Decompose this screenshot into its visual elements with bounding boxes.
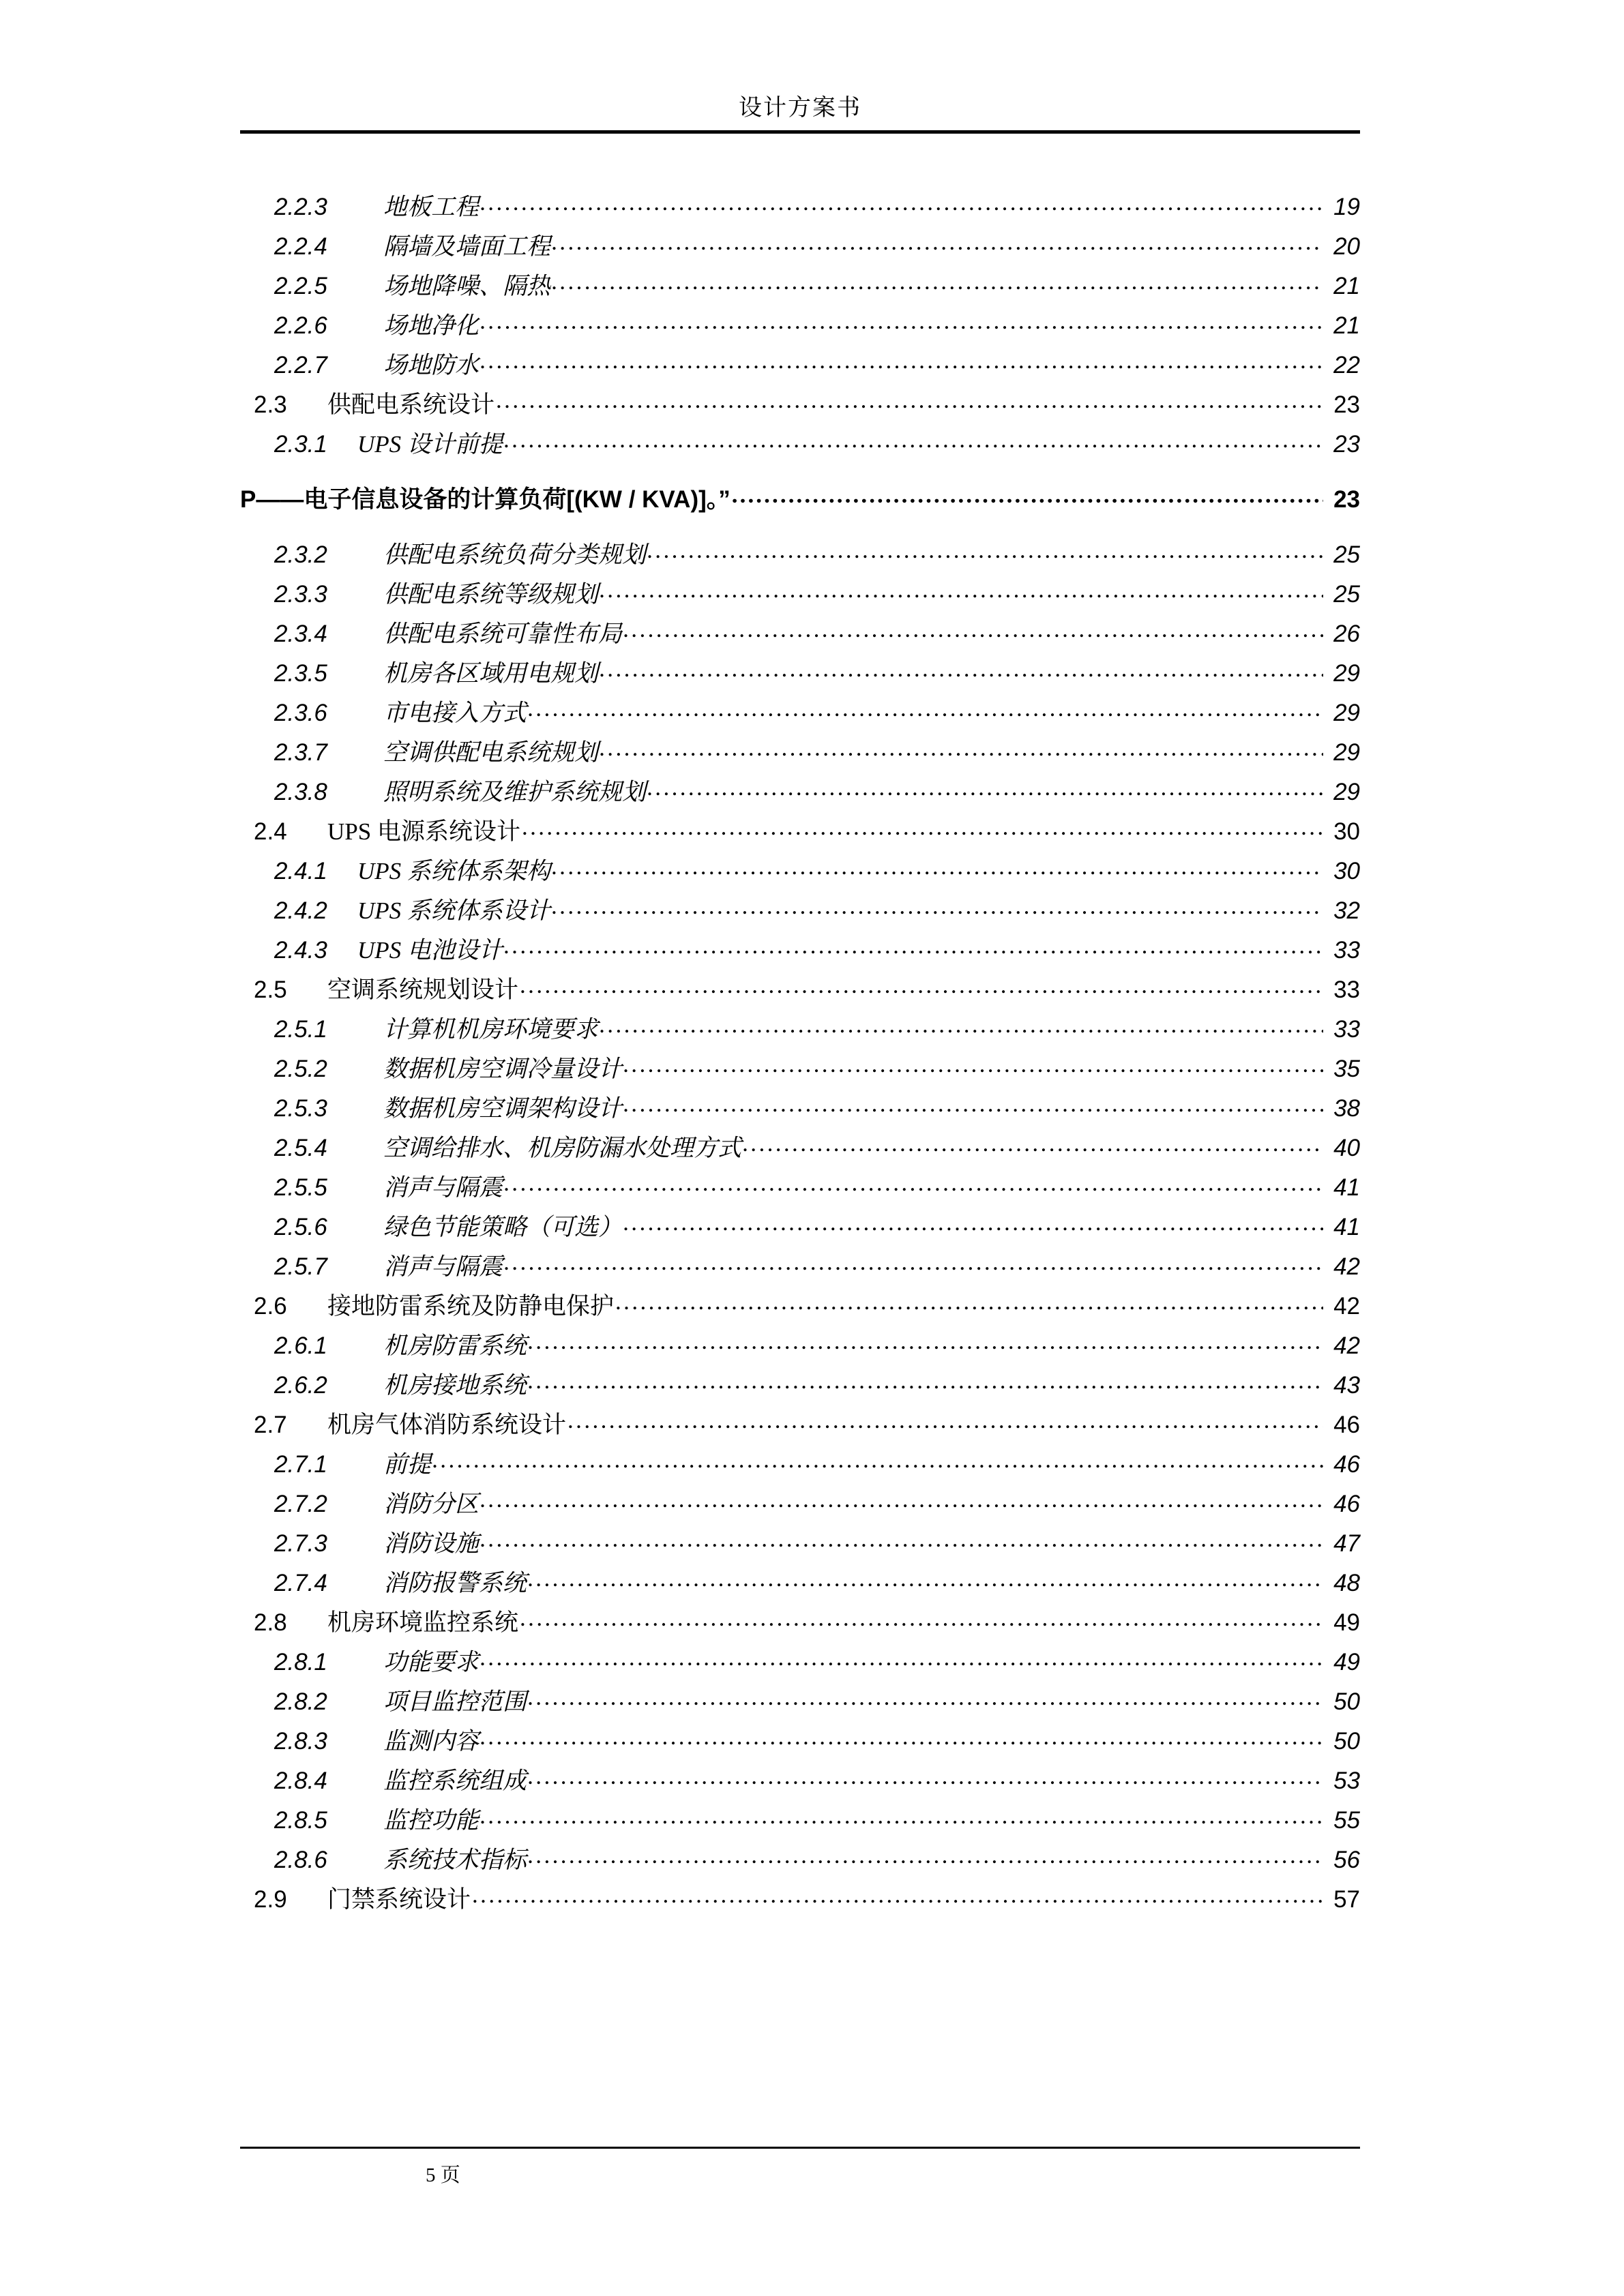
toc-leader-dots <box>520 1607 1323 1630</box>
toc-entry-number: 2.4.1 <box>274 858 327 884</box>
toc-entry-number: 2.4 <box>254 818 287 845</box>
toc-entry-number: 2.2.5 <box>274 273 327 299</box>
toc-leader-dots <box>504 1251 1323 1274</box>
toc-entry[interactable] <box>240 230 1360 258</box>
toc-entry[interactable] <box>240 270 1360 298</box>
toc-entry-title: 机房接地系统 <box>383 1372 527 1399</box>
toc-leader-dots <box>567 1409 1323 1433</box>
toc-entry[interactable] <box>240 1132 1360 1160</box>
toc-entry-number: 2.3.1 <box>274 431 327 458</box>
toc-entry-page-number: 41 <box>1333 1174 1360 1201</box>
toc-entry-page-number: 47 <box>1333 1530 1360 1557</box>
toc-entry-number: 2.5.2 <box>274 1056 327 1082</box>
toc-entry-title: 监控功能 <box>383 1807 479 1834</box>
page-header <box>240 95 1360 134</box>
toc-leader-dots <box>732 483 1323 507</box>
toc-entry-number: 2.3.3 <box>274 581 327 608</box>
toc-entry-title: 供配电系统设计 <box>327 391 495 418</box>
toc-entry-title: 空调系统规划设计 <box>327 976 519 1003</box>
toc-entry[interactable] <box>240 191 1360 219</box>
toc-leader-dots <box>623 1092 1323 1116</box>
toc-entry-page-number: 21 <box>1333 273 1360 299</box>
toc-leader-dots <box>496 389 1323 413</box>
toc-entry-page-number: 46 <box>1333 1491 1360 1517</box>
toc-entry[interactable] <box>240 1804 1360 1832</box>
toc-entry-title: 市电接入方式 <box>383 700 527 726</box>
toc-entry[interactable] <box>240 1527 1360 1555</box>
toc-entry-number: 2.8.1 <box>274 1649 327 1675</box>
toc-entry-title: 消防报警系统 <box>383 1570 527 1596</box>
toc-leader-dots <box>600 578 1323 602</box>
toc-entry-title: 消声与隔震 <box>383 1174 503 1201</box>
toc-entry-page-number: 32 <box>1333 897 1360 924</box>
toc-entry-title: 系统技术指标 <box>383 1847 527 1873</box>
toc-entry-page-number: 56 <box>1333 1847 1360 1873</box>
toc-entry-page-number: 33 <box>1333 1016 1360 1043</box>
toc-entry-title: 地板工程 <box>383 194 479 220</box>
toc-entry[interactable] <box>240 657 1360 685</box>
toc-entry-page-number: 53 <box>1333 1768 1360 1794</box>
toc-entry-title: 机房环境监控系统 <box>327 1609 519 1636</box>
toc-entry[interactable] <box>240 1369 1360 1397</box>
toc-entry-number: 2.6 <box>254 1293 287 1320</box>
toc-entry-page-number: 49 <box>1333 1609 1360 1636</box>
toc-entry-page-number: 41 <box>1333 1214 1360 1240</box>
toc-entry[interactable] <box>240 1765 1360 1793</box>
toc-entry-title: UPS 设计前提 <box>357 431 503 458</box>
toc-leader-dots <box>504 1172 1323 1195</box>
toc-leader-dots <box>600 657 1323 681</box>
toc-entry-title: 消防分区 <box>383 1491 479 1517</box>
toc-entry-page-number: 50 <box>1333 1728 1360 1755</box>
toc-entry[interactable] <box>240 428 1360 456</box>
toc-leader-dots <box>743 1132 1323 1156</box>
toc-entry-title: UPS 电池设计 <box>357 937 503 964</box>
toc-entry-page-number: 42 <box>1333 1293 1360 1320</box>
toc-entry-number: 2.5.3 <box>274 1095 327 1122</box>
toc-leader-dots <box>552 230 1323 254</box>
toc-entry-title: UPS 系统体系设计 <box>357 897 550 924</box>
toc-leader-dots <box>480 310 1323 333</box>
toc-entry-title: 数据机房空调冷量设计 <box>383 1056 623 1082</box>
toc-entry-page-number: 49 <box>1333 1649 1360 1675</box>
toc-entry-title: P——电子信息设备的计算负荷[(KW / KVA)]。” <box>240 486 730 513</box>
toc-entry[interactable] <box>240 310 1360 338</box>
toc-entry-number: 2.3.8 <box>274 779 327 805</box>
toc-leader-dots <box>528 1369 1323 1393</box>
toc-entry-page-number: 57 <box>1333 1886 1360 1913</box>
toc-entry-title: 供配电系统负荷分类规划 <box>383 541 647 568</box>
toc-entry[interactable] <box>240 895 1360 923</box>
header-rule <box>240 130 1360 134</box>
toc-entry-page-number: 46 <box>1333 1412 1360 1438</box>
toc-entry-number: 2.5.1 <box>274 1016 327 1043</box>
toc-entry-title: 场地净化 <box>383 312 479 339</box>
toc-entry-number: 2.5 <box>254 976 287 1003</box>
toc-entry-title: 机房各区域用电规划 <box>383 660 599 687</box>
footer-rule <box>240 2147 1360 2149</box>
toc-leader-dots <box>528 1330 1323 1354</box>
toc-entry-title: 监测内容 <box>383 1728 479 1755</box>
toc-entry[interactable] <box>240 974 1360 1002</box>
toc-entry[interactable] <box>240 1409 1360 1437</box>
toc-leader-dots <box>552 855 1323 879</box>
toc-entry-page-number: 48 <box>1333 1570 1360 1596</box>
toc-entry-title: UPS 系统体系架构 <box>357 858 550 884</box>
toc-entry-number: 2.5.6 <box>274 1214 327 1240</box>
toc-leader-dots <box>623 1053 1323 1077</box>
toc-entry-title: 场地降噪、隔热 <box>383 273 551 299</box>
header-title: 设计方案书 <box>739 95 861 121</box>
toc-entry-page-number: 29 <box>1333 739 1360 766</box>
toc-leader-dots <box>528 697 1323 721</box>
toc-entry-page-number: 30 <box>1333 858 1360 884</box>
toc-entry-page-number: 43 <box>1333 1372 1360 1399</box>
toc-entry-title: 功能要求 <box>383 1649 479 1675</box>
toc-entry-title: 场地防水 <box>383 352 479 378</box>
toc-entry-title: 消声与隔震 <box>383 1253 503 1280</box>
toc-entry-title: 隔墙及墙面工程 <box>383 233 551 260</box>
toc-entry-title: 项目监控范围 <box>383 1688 527 1715</box>
toc-entry-number: 2.8.4 <box>274 1768 327 1794</box>
toc-entry-page-number: 29 <box>1333 660 1360 687</box>
toc-entry-number: 2.8.3 <box>274 1728 327 1755</box>
toc-entry[interactable] <box>240 483 1360 511</box>
toc-entry-page-number: 33 <box>1333 976 1360 1003</box>
toc-entry[interactable] <box>240 1883 1360 1911</box>
table-of-contents <box>240 191 1360 1911</box>
page-number-label: 5 页 <box>426 2164 460 2186</box>
toc-entry[interactable] <box>240 1567 1360 1595</box>
toc-entry-title: 空调供配电系统规划 <box>383 739 599 766</box>
toc-leader-dots <box>472 1883 1323 1907</box>
toc-entry-page-number: 42 <box>1333 1332 1360 1359</box>
toc-entry[interactable] <box>240 1844 1360 1872</box>
toc-entry[interactable] <box>240 1211 1360 1239</box>
toc-entry[interactable] <box>240 934 1360 962</box>
toc-entry[interactable] <box>240 1013 1360 1041</box>
toc-leader-dots <box>528 1686 1323 1710</box>
toc-entry-number: 2.3.6 <box>274 700 327 726</box>
toc-entry-page-number: 40 <box>1333 1135 1360 1161</box>
toc-entry[interactable] <box>240 1448 1360 1476</box>
toc-entry-page-number: 55 <box>1333 1807 1360 1834</box>
toc-entry-number: 2.7.1 <box>274 1451 327 1478</box>
toc-entry[interactable] <box>240 1488 1360 1516</box>
toc-entry-page-number: 42 <box>1333 1253 1360 1280</box>
toc-leader-dots <box>432 1448 1323 1472</box>
toc-leader-dots <box>552 895 1323 919</box>
toc-entry[interactable] <box>240 855 1360 883</box>
toc-entry-page-number: 33 <box>1333 937 1360 964</box>
toc-entry-page-number: 20 <box>1333 233 1360 260</box>
toc-entry-number: 2.3 <box>254 391 287 418</box>
toc-entry-number: 2.3.5 <box>274 660 327 687</box>
toc-leader-dots <box>528 1765 1323 1789</box>
toc-leader-dots <box>522 816 1323 839</box>
toc-leader-dots <box>480 349 1323 373</box>
toc-leader-dots <box>480 1527 1323 1551</box>
toc-entry[interactable] <box>240 1607 1360 1635</box>
toc-entry-title: 数据机房空调架构设计 <box>383 1095 623 1122</box>
toc-entry-number: 2.8.2 <box>274 1688 327 1715</box>
toc-entry[interactable] <box>240 1725 1360 1753</box>
toc-entry-number: 2.5.7 <box>274 1253 327 1280</box>
toc-leader-dots <box>504 934 1323 958</box>
toc-entry[interactable] <box>240 1686 1360 1714</box>
toc-entry-page-number: 30 <box>1333 818 1360 845</box>
toc-entry-page-number: 23 <box>1333 431 1360 458</box>
toc-entry-title: 接地防雷系统及防静电保护 <box>327 1293 615 1320</box>
toc-entry[interactable] <box>240 736 1360 764</box>
toc-leader-dots <box>480 191 1323 215</box>
toc-entry-page-number: 29 <box>1333 700 1360 726</box>
toc-entry-number: 2.2.7 <box>274 352 327 378</box>
toc-entry-page-number: 22 <box>1333 352 1360 378</box>
toc-entry[interactable] <box>240 349 1360 377</box>
toc-entry-number: 2.7.3 <box>274 1530 327 1557</box>
toc-entry-number: 2.5.4 <box>274 1135 327 1161</box>
toc-entry-title: 供配电系统等级规划 <box>383 581 599 608</box>
toc-entry-page-number: 21 <box>1333 312 1360 339</box>
toc-entry[interactable] <box>240 578 1360 606</box>
toc-entry-title: 机房气体消防系统设计 <box>327 1412 567 1438</box>
toc-entry[interactable] <box>240 1646 1360 1674</box>
toc-entry-title: 照明系统及维护系统规划 <box>383 779 647 805</box>
toc-entry-number: 2.5.5 <box>274 1174 327 1201</box>
toc-entry-number: 2.7 <box>254 1412 287 1438</box>
toc-entry-title: 空调给排水、机房防漏水处理方式 <box>383 1135 742 1161</box>
toc-entry[interactable] <box>240 1053 1360 1081</box>
toc-leader-dots <box>647 776 1323 800</box>
toc-entry-title: 消防设施 <box>383 1530 479 1557</box>
toc-entry-number: 2.7.2 <box>274 1491 327 1517</box>
toc-entry-title: 门禁系统设计 <box>327 1886 471 1913</box>
toc-entry-number: 2.3.4 <box>274 621 327 647</box>
toc-entry-page-number: 25 <box>1333 541 1360 568</box>
toc-entry-page-number: 26 <box>1333 621 1360 647</box>
toc-leader-dots <box>615 1290 1323 1314</box>
toc-entry-number: 2.8.6 <box>274 1847 327 1873</box>
toc-entry-title: 计算机机房环境要求 <box>383 1016 599 1043</box>
toc-entry[interactable] <box>240 1092 1360 1120</box>
toc-entry[interactable] <box>240 816 1360 844</box>
toc-entry[interactable] <box>240 1330 1360 1358</box>
toc-leader-dots <box>647 539 1323 563</box>
toc-leader-dots <box>480 1804 1323 1828</box>
toc-leader-dots <box>520 974 1323 998</box>
toc-entry-number: 2.3.7 <box>274 739 327 766</box>
page-footer <box>240 2147 1360 2188</box>
toc-entry[interactable] <box>240 1172 1360 1199</box>
toc-entry[interactable] <box>240 1251 1360 1279</box>
toc-leader-dots <box>623 1211 1323 1235</box>
toc-entry[interactable] <box>240 1290 1360 1318</box>
toc-entry-title: 绿色节能策略（可选） <box>383 1214 623 1240</box>
toc-leader-dots <box>600 736 1323 760</box>
toc-entry-page-number: 46 <box>1333 1451 1360 1478</box>
toc-entry-number: 2.9 <box>254 1886 287 1913</box>
toc-leader-dots <box>504 428 1323 452</box>
toc-entry[interactable] <box>240 539 1360 567</box>
toc-entry-number: 2.3.2 <box>274 541 327 568</box>
toc-entry-title: UPS 电源系统设计 <box>327 818 520 845</box>
toc-entry-page-number: 50 <box>1333 1688 1360 1715</box>
toc-entry-title: 监控系统组成 <box>383 1768 527 1794</box>
toc-entry[interactable] <box>240 618 1360 646</box>
toc-entry-number: 2.8.5 <box>274 1807 327 1834</box>
toc-entry-page-number: 35 <box>1333 1056 1360 1082</box>
toc-leader-dots <box>623 618 1323 642</box>
toc-entry[interactable] <box>240 697 1360 725</box>
toc-leader-dots <box>480 1646 1323 1670</box>
toc-entry-number: 2.8 <box>254 1609 287 1636</box>
toc-entry-title: 供配电系统可靠性布局 <box>383 621 623 647</box>
toc-entry-number: 2.6.2 <box>274 1372 327 1399</box>
toc-entry-page-number: 38 <box>1333 1095 1360 1122</box>
toc-leader-dots <box>480 1725 1323 1749</box>
toc-entry-title: 机房防雷系统 <box>383 1332 527 1359</box>
toc-entry-page-number: 23 <box>1333 486 1360 513</box>
toc-entry-number: 2.4.3 <box>274 937 327 964</box>
toc-leader-dots <box>552 270 1323 294</box>
toc-entry-number: 2.2.6 <box>274 312 327 339</box>
toc-entry-page-number: 25 <box>1333 581 1360 608</box>
toc-entry[interactable] <box>240 389 1360 417</box>
toc-entry-number: 2.2.3 <box>274 194 327 220</box>
toc-leader-dots <box>528 1567 1323 1591</box>
toc-leader-dots <box>528 1844 1323 1868</box>
toc-entry-page-number: 23 <box>1333 391 1360 418</box>
toc-entry-page-number: 19 <box>1333 194 1360 220</box>
toc-leader-dots <box>600 1013 1323 1037</box>
toc-entry-number: 2.6.1 <box>274 1332 327 1359</box>
toc-entry-page-number: 29 <box>1333 779 1360 805</box>
toc-entry-number: 2.7.4 <box>274 1570 327 1596</box>
toc-entry-number: 2.4.2 <box>274 897 327 924</box>
toc-entry[interactable] <box>240 776 1360 804</box>
toc-entry-number: 2.2.4 <box>274 233 327 260</box>
toc-entry-title: 前提 <box>383 1451 432 1478</box>
toc-leader-dots <box>480 1488 1323 1512</box>
